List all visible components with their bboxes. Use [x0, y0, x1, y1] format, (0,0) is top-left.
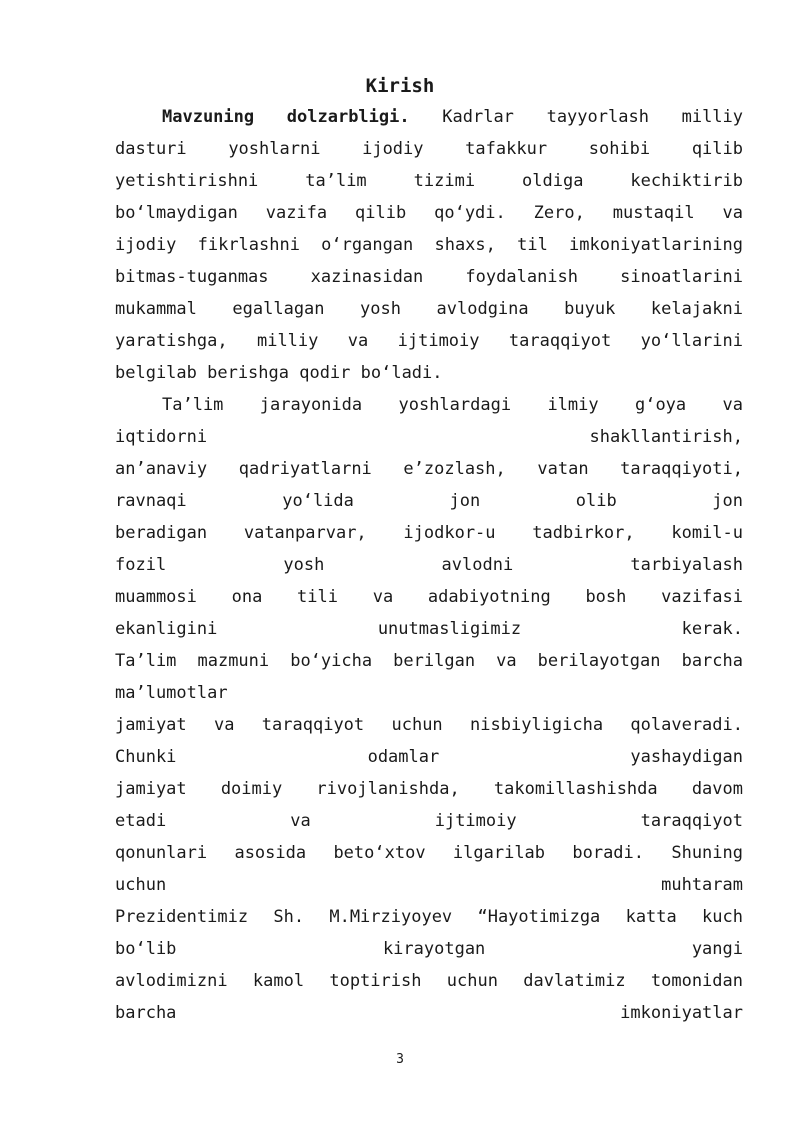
page-number: 3: [396, 1052, 404, 1067]
text-line: ravnaqi yo‘lida jon olib jon: [115, 491, 743, 511]
text-line: beradigan vatanparvar, ijodkor-u tadbirkor, komil-u: [115, 523, 743, 543]
text-line: belgilab berishga qodir bo‘ladi.: [115, 363, 443, 383]
text-line: yetishtirishni ta’lim tizimi oldiga kechiktirib: [115, 171, 743, 191]
text-line: barcha imkoniyatlar: [115, 1003, 743, 1023]
text-line: qonunlari asosida beto‘xtov ilgarilab boradi. Shuning: [115, 843, 743, 863]
body-text: [115, 101, 743, 1029]
text-line: jamiyat doimiy rivojlanishda, takomillashishda davom: [115, 779, 743, 799]
text-line: jamiyat va taraqqiyot uchun nisbiyligicha qolaveradi.: [115, 715, 743, 735]
text-line: Ta’lim jarayonida yoshlardagi ilmiy g‘oya va: [162, 395, 743, 415]
text-line: Chunki odamlar yashaydigan: [115, 747, 743, 767]
text-line: muammosi ona tili va adabiyotning bosh vazifasi: [115, 587, 743, 607]
text-line: uchun muhtaram: [115, 875, 743, 895]
text-line: bo‘lib kirayotgan yangi: [115, 939, 743, 959]
text-line: ijodiy fikrlashni o‘rgangan shaxs, til imkoniyatlarining: [115, 235, 743, 255]
text-line: fozil yosh avlodni tarbiyalash: [115, 555, 743, 575]
text-line: dasturi yoshlarni ijodiy tafakkur sohibi qilib: [115, 139, 743, 159]
lead-heading: Mavzuning dolzarbligi.: [162, 107, 410, 127]
text-line: mukammal egallagan yosh avlodgina buyuk kelajakni: [115, 299, 743, 319]
text-line: Prezidentimiz Sh. M.Mirziyoyev “Hayotimizga katta kuch: [115, 907, 743, 927]
text-line-content: Kadrlar tayyorlash milliy: [409, 107, 744, 127]
text-line: ma’lumotlar: [115, 683, 228, 703]
text-line: bo‘lmaydigan vazifa qilib qo‘ydi. Zero, mustaqil va: [115, 203, 743, 223]
text-line: avlodimizni kamol toptirish uchun davlatimiz tomonidan: [115, 971, 743, 991]
text-line: etadi va ijtimoiy taraqqiyot: [115, 811, 743, 831]
page-title: Kirish: [365, 75, 435, 97]
text-line: an’anaviy qadriyatlarni e’zozlash, vatan taraqqiyoti,: [115, 459, 743, 479]
text-line: [115, 101, 743, 133]
text-line: Ta’lim mazmuni bo‘yicha berilgan va berilayotgan barcha: [115, 651, 743, 671]
text-line: iqtidorni shakllantirish,: [115, 427, 743, 447]
text-line: yaratishga, milliy va ijtimoiy taraqqiyot yo‘llarini: [115, 331, 743, 351]
text-line: ekanligini unutmasligimiz kerak.: [115, 619, 743, 639]
text-line: bitmas-tuganmas xazinasidan foydalanish sinoatlarini: [115, 267, 743, 287]
